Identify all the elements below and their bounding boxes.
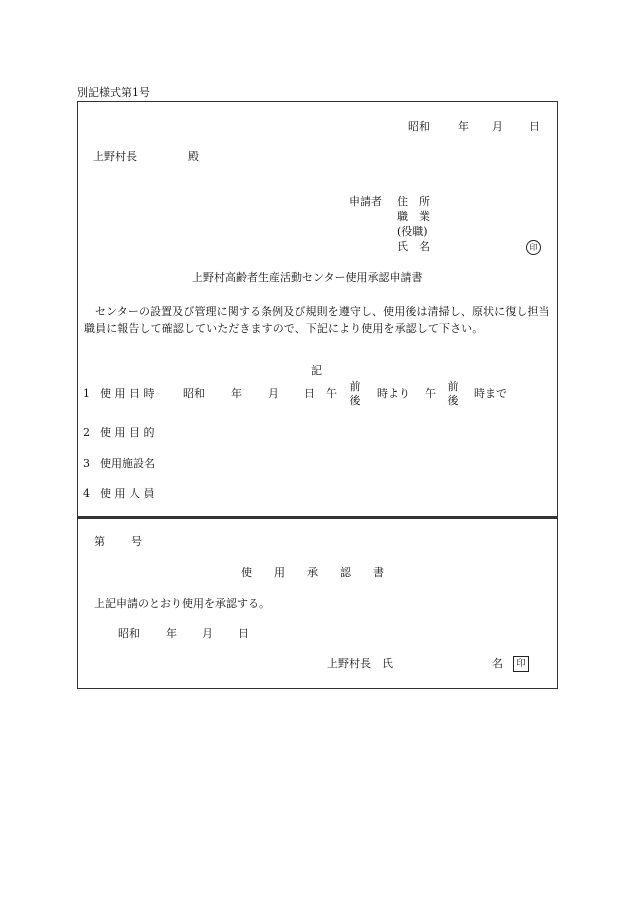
datetime-era: 昭和 bbox=[183, 387, 205, 400]
applicant-address-label: 住 所 bbox=[397, 195, 430, 208]
date-month: 月 bbox=[492, 120, 503, 133]
applicant-name-label: 氏 名 bbox=[397, 240, 430, 253]
ampm2-am: 前 bbox=[447, 380, 459, 393]
ampm1-pm: 後 bbox=[349, 394, 361, 407]
body-text: センターの設置及び管理に関する条例及び規則を遵守し、使用後は清掃し、原状に復し担当職員に報告して確認していただきますので、下記により使用を承認して下さい。 bbox=[84, 305, 550, 335]
item1-number: 1 bbox=[83, 387, 90, 400]
applicant-seal-mark: 印 bbox=[526, 240, 541, 255]
applicant-occupation-label: 職 業 bbox=[397, 210, 430, 223]
item4-number: 4 bbox=[83, 487, 90, 500]
form-number-label: 別記様式第1号 bbox=[77, 86, 150, 99]
approval-date-day: 日 bbox=[238, 627, 249, 640]
item4-label: 使 用 人 員 bbox=[100, 487, 155, 500]
ampm-choice-1 bbox=[348, 380, 362, 408]
approval-date-month: 月 bbox=[202, 627, 213, 640]
datetime-hour1-prefix: 午 bbox=[326, 387, 337, 400]
ampm-choice-2 bbox=[446, 380, 460, 408]
item2-number: 2 bbox=[83, 426, 90, 439]
document-title: 上野村高齢者生産活動センター使用承認申請書 bbox=[192, 271, 423, 284]
item3-label: 使用施設名 bbox=[100, 457, 155, 470]
datetime-hour2-prefix: 午 bbox=[425, 387, 436, 400]
approval-title: 使 用 承 認 書 bbox=[241, 566, 384, 579]
addressee-honorific: 殿 bbox=[188, 150, 199, 163]
approval-signer: 上野村長 氏 bbox=[327, 657, 393, 670]
approval-number-suffix: 号 bbox=[131, 535, 142, 548]
item3-number: 3 bbox=[83, 457, 90, 470]
addressee-name: 上野村長 bbox=[93, 150, 137, 163]
approval-seal-mark: 印 bbox=[513, 656, 529, 672]
ki-label: 記 bbox=[311, 364, 322, 377]
applicant-heading: 申請者 bbox=[349, 195, 382, 208]
approval-signer-name-suffix: 名 bbox=[492, 657, 503, 670]
approval-number-prefix: 第 bbox=[94, 535, 105, 548]
approval-statement: 上記申請のとおり使用を承認する。 bbox=[94, 597, 270, 610]
approval-date-era: 昭和 bbox=[118, 627, 140, 640]
ampm2-pm: 後 bbox=[447, 394, 459, 407]
ampm1-am: 前 bbox=[349, 380, 361, 393]
date-year: 年 bbox=[458, 120, 469, 133]
datetime-month: 月 bbox=[268, 387, 279, 400]
date-era: 昭和 bbox=[408, 120, 430, 133]
datetime-day: 日 bbox=[304, 387, 315, 400]
date-day: 日 bbox=[529, 120, 540, 133]
item2-label: 使 用 目 的 bbox=[100, 426, 155, 439]
item1-label: 使 用 日 時 bbox=[100, 387, 155, 400]
body-paragraph bbox=[84, 303, 550, 337]
datetime-year: 年 bbox=[231, 387, 242, 400]
approval-date-year: 年 bbox=[166, 627, 177, 640]
datetime-until: 時まで bbox=[474, 387, 507, 400]
datetime-from: 時より bbox=[377, 387, 410, 400]
applicant-position-label: (役職) bbox=[397, 225, 428, 238]
